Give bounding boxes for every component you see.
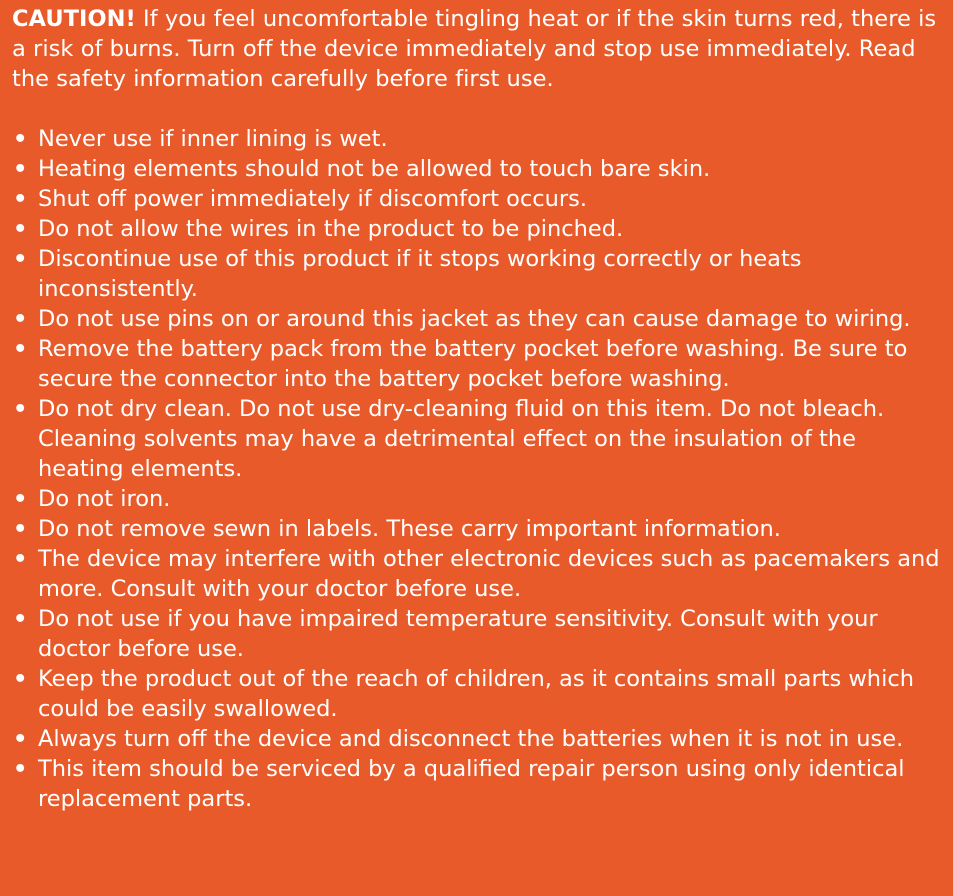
safety-list <box>12 124 943 814</box>
bullet-icon: • <box>13 516 28 542</box>
list-item <box>12 484 943 514</box>
list-item-text: Do not remove sewn in labels. These carry important information. <box>38 516 781 542</box>
list-item <box>12 604 943 664</box>
list-item <box>12 214 943 244</box>
list-item-text: Do not dry clean. Do not use dry-cleaning fluid on this item. Do not bleach. Cleaning solvents may have a detrimental effect on the insulation of the heating elements. <box>38 396 885 482</box>
list-item-text: Do not iron. <box>38 486 171 512</box>
bullet-icon: • <box>13 396 28 422</box>
bullet-icon: • <box>13 306 28 332</box>
bullet-icon: • <box>13 726 28 752</box>
bullet-icon: • <box>13 606 28 632</box>
list-item <box>12 724 943 754</box>
list-item <box>12 304 943 334</box>
list-item <box>12 124 943 154</box>
list-item-text: Heating elements should not be allowed to touch bare skin. <box>38 156 711 182</box>
bullet-icon: • <box>13 246 28 272</box>
list-item-text: This item should be serviced by a qualified repair person using only identical replacement parts. <box>38 756 905 812</box>
bullet-icon: • <box>13 336 28 362</box>
list-item-text: Discontinue use of this product if it stops working correctly or heats inconsistently. <box>38 246 802 302</box>
list-item-text: The device may interfere with other electronic devices such as pacemakers and more. Consult with your doctor before use. <box>38 546 940 602</box>
list-item-text: Remove the battery pack from the battery pocket before washing. Be sure to secure the connector into the battery pocket before washing. <box>38 336 908 392</box>
list-item <box>12 394 943 484</box>
list-item <box>12 244 943 304</box>
list-item <box>12 544 943 604</box>
bullet-icon: • <box>13 546 28 572</box>
list-item <box>12 514 943 544</box>
list-item-text: Do not allow the wires in the product to be pinched. <box>38 216 624 242</box>
caution-text: If you feel uncomfortable tingling heat or if the skin turns red, there is a risk of burns. Turn off the device immediately and stop use immediately. Read the safety information carefully before first use. <box>12 6 937 92</box>
bullet-icon: • <box>13 186 28 212</box>
caution-label: CAUTION! <box>12 6 136 32</box>
bullet-icon: • <box>13 216 28 242</box>
list-item-text: Do not use pins on or around this jacket as they can cause damage to wiring. <box>38 306 911 332</box>
list-item-text: Never use if inner lining is wet. <box>38 126 388 152</box>
list-item <box>12 334 943 394</box>
list-item-text: Shut off power immediately if discomfort occurs. <box>38 186 587 212</box>
list-item-text: Keep the product out of the reach of children, as it contains small parts which could be easily swallowed. <box>38 666 914 722</box>
list-item <box>12 154 943 184</box>
bullet-icon: • <box>13 126 28 152</box>
bullet-icon: • <box>13 486 28 512</box>
list-item <box>12 184 943 214</box>
bullet-icon: • <box>13 156 28 182</box>
list-item-text: Do not use if you have impaired temperature sensitivity. Consult with your doctor before use. <box>38 606 878 662</box>
bullet-icon: • <box>13 666 28 692</box>
list-item <box>12 664 943 724</box>
list-item <box>12 754 943 814</box>
bullet-icon: • <box>13 756 28 782</box>
caution-paragraph <box>12 4 943 94</box>
list-item-text: Always turn off the device and disconnect the batteries when it is not in use. <box>38 726 904 752</box>
